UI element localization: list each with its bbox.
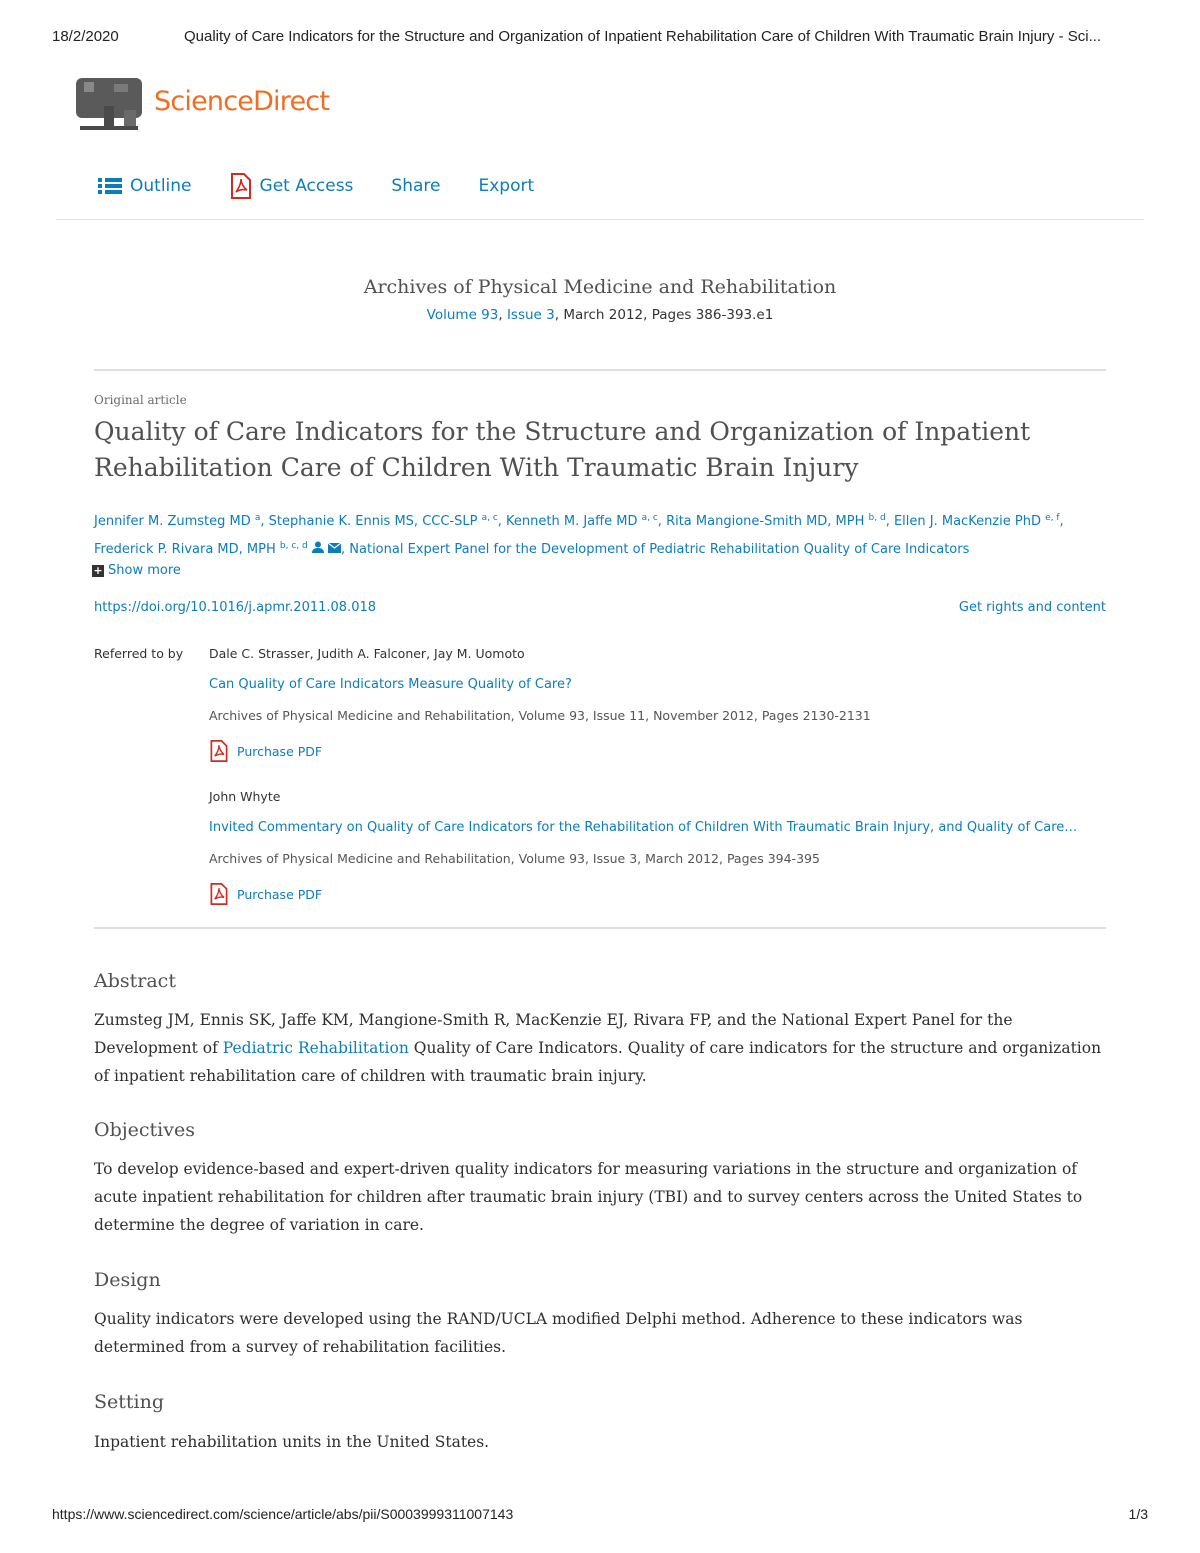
author-affiliation: a, c [641, 513, 658, 523]
sciencedirect-brand[interactable]: ScienceDirect [154, 86, 330, 117]
divider [94, 927, 1106, 929]
toolbar-divider [56, 219, 1144, 220]
doi-link[interactable]: https://doi.org/10.1016/j.apmr.2011.08.018 [94, 600, 377, 615]
abstract-citation [94, 1006, 1114, 1090]
abstract-heading: Abstract [94, 970, 176, 992]
get-access-label: Get Access [259, 176, 354, 196]
rights-link[interactable]: Get rights and content [958, 600, 1106, 615]
purchase-pdf-button[interactable] [209, 741, 1109, 761]
referred-item [209, 646, 1109, 761]
purchase-pdf-label: Purchase PDF [237, 743, 323, 759]
issue-link[interactable]: Issue 3 [506, 307, 555, 323]
pdf-icon [209, 740, 229, 762]
get-access-button[interactable] [230, 173, 354, 199]
email-icon[interactable] [328, 543, 341, 553]
design-text: Quality indicators were developed using the RAND/UCLA modified Delphi method. Adherence to these indicators was determined from a survey of rehabilitation facilities. [94, 1310, 1023, 1356]
outline-button[interactable] [98, 176, 192, 196]
print-footer [52, 1506, 1148, 1526]
plus-icon: + [93, 563, 103, 577]
design-heading: Design [94, 1269, 161, 1291]
author-link[interactable]: Ellen J. MacKenzie PhD [893, 514, 1041, 529]
print-url: https://www.sciencedirect.com/science/article/abs/pii/S0003999311007143 [52, 1506, 514, 1522]
article-title: Quality of Care Indicators for the Structure and Organization of Inpatient Rehabilitation Care of Children With Traumatic Brain Injury [94, 417, 1031, 482]
author-affiliation: a, c [481, 513, 498, 523]
author-affiliation: a [254, 513, 261, 523]
author-list: Jennifer M. Zumsteg MD $^a$, Stephanie K. Ennis MS, CCC-SLP $^{a, c}$, Kenneth M. Jaffe MD $^{a, c}$, Rita Mangione-Smith MD, MPH $^{b, d}$, Ellen J. MacKenzie PhD $^{e, f}$, Frederick P. Rivara MD, MPH $^{b, c, d}$ , National Expert Panel for the Development of Pediatric Rehabilitation Quality of Care Indicators [94, 513, 1064, 557]
author-group-link[interactable]: National Expert Panel for the Development of Pediatric Rehabilitation Quality of Care Indicators [349, 542, 970, 557]
ref-source: Archives of Physical Medicine and Rehabilitation, Volume 93, Issue 11, November 2012, Pages 2130-2131 [209, 708, 871, 723]
ref-authors: John Whyte [209, 789, 281, 804]
export-button[interactable] [478, 176, 534, 196]
setting-heading: Setting [94, 1391, 165, 1413]
person-icon [312, 541, 324, 553]
article-type: Original article [94, 393, 187, 407]
author-link[interactable]: Kenneth M. Jaffe MD [506, 514, 638, 529]
objectives-text: To develop evidence-based and expert-driven quality indicators for measuring variations in the structure and organization of acute inpatient rehabilitation for children after traumatic brain injury (TBI) and to survey centers across the United States to determine the degree of variation in care. [94, 1160, 1083, 1234]
purchase-pdf-button[interactable] [209, 884, 1109, 904]
print-header [52, 28, 1148, 48]
print-date: 18/2/2020 [52, 28, 119, 45]
citation-text: Zumsteg JM, Ennis SK, Jaffe KM, Mangione-Smith R, MacKenzie EJ, Rivara FP, and the National Expert Panel for the Development of [94, 1011, 1013, 1057]
author-affiliation: b, d [868, 513, 886, 523]
volume-rest: , March 2012, Pages 386-393.e1 [554, 307, 774, 323]
author-affiliation: b, c, d [279, 541, 308, 551]
export-label: Export [478, 176, 535, 196]
pdf-icon [209, 883, 229, 905]
show-more-label: Show more [108, 563, 181, 578]
pdf-icon [230, 173, 252, 199]
show-more-button[interactable] [92, 563, 181, 578]
elsevier-tree-logo[interactable] [74, 76, 144, 132]
list-icon [98, 176, 122, 196]
setting-text: Inpatient rehabilitation units in the United States. [94, 1433, 490, 1451]
volume-link[interactable]: Volume 93 [426, 307, 499, 323]
share-label: Share [391, 176, 441, 196]
objectives-heading: Objectives [94, 1119, 195, 1141]
ref-source: Archives of Physical Medicine and Rehabilitation, Volume 93, Issue 3, March 2012, Pages 394-395 [209, 851, 820, 866]
divider [94, 369, 1106, 371]
ref-authors: Dale C. Strasser, Judith A. Falconer, Jay M. Uomoto [209, 646, 525, 661]
print-page-number: 1/3 [1128, 1506, 1148, 1522]
author-link[interactable]: Jennifer M. Zumsteg MD [94, 514, 251, 529]
print-page-title: Quality of Care Indicators for the Structure and Organization of Inpatient Rehabilitation Care of Children With Traumatic Brain Injury - Sci... [184, 28, 1102, 45]
ref-title-link[interactable]: Invited Commentary on Quality of Care Indicators for the Rehabilitation of Children With Traumatic Brain Injury, and Quality of Care… [209, 820, 1078, 835]
journal-title[interactable]: Archives of Physical Medicine and Rehabilitation [363, 276, 837, 298]
pediatric-rehabilitation-link[interactable]: Pediatric Rehabilitation [222, 1039, 409, 1057]
share-button[interactable] [391, 176, 440, 196]
author-link[interactable]: Rita Mangione-Smith MD, MPH [666, 514, 865, 529]
purchase-pdf-label: Purchase PDF [237, 886, 323, 902]
ref-title-link[interactable]: Can Quality of Care Indicators Measure Quality of Care? [209, 677, 572, 692]
referred-label: Referred to by [94, 646, 184, 661]
author-affiliation: e, f [1045, 513, 1060, 523]
article-toolbar [98, 172, 572, 200]
citation-text: Quality of Care Indicators. Quality of care indicators for the structure and organization of inpatient rehabilitation care of children with traumatic brain injury. [94, 1039, 1102, 1085]
referred-item [209, 789, 1109, 904]
author-link[interactable]: Stephanie K. Ennis MS, CCC-SLP [268, 514, 478, 529]
author-link[interactable]: Frederick P. Rivara MD, MPH [94, 542, 276, 557]
volume-info: Volume 93, Issue 3, March 2012, Pages 386-393.e1 [426, 307, 774, 323]
outline-label: Outline [130, 176, 192, 196]
